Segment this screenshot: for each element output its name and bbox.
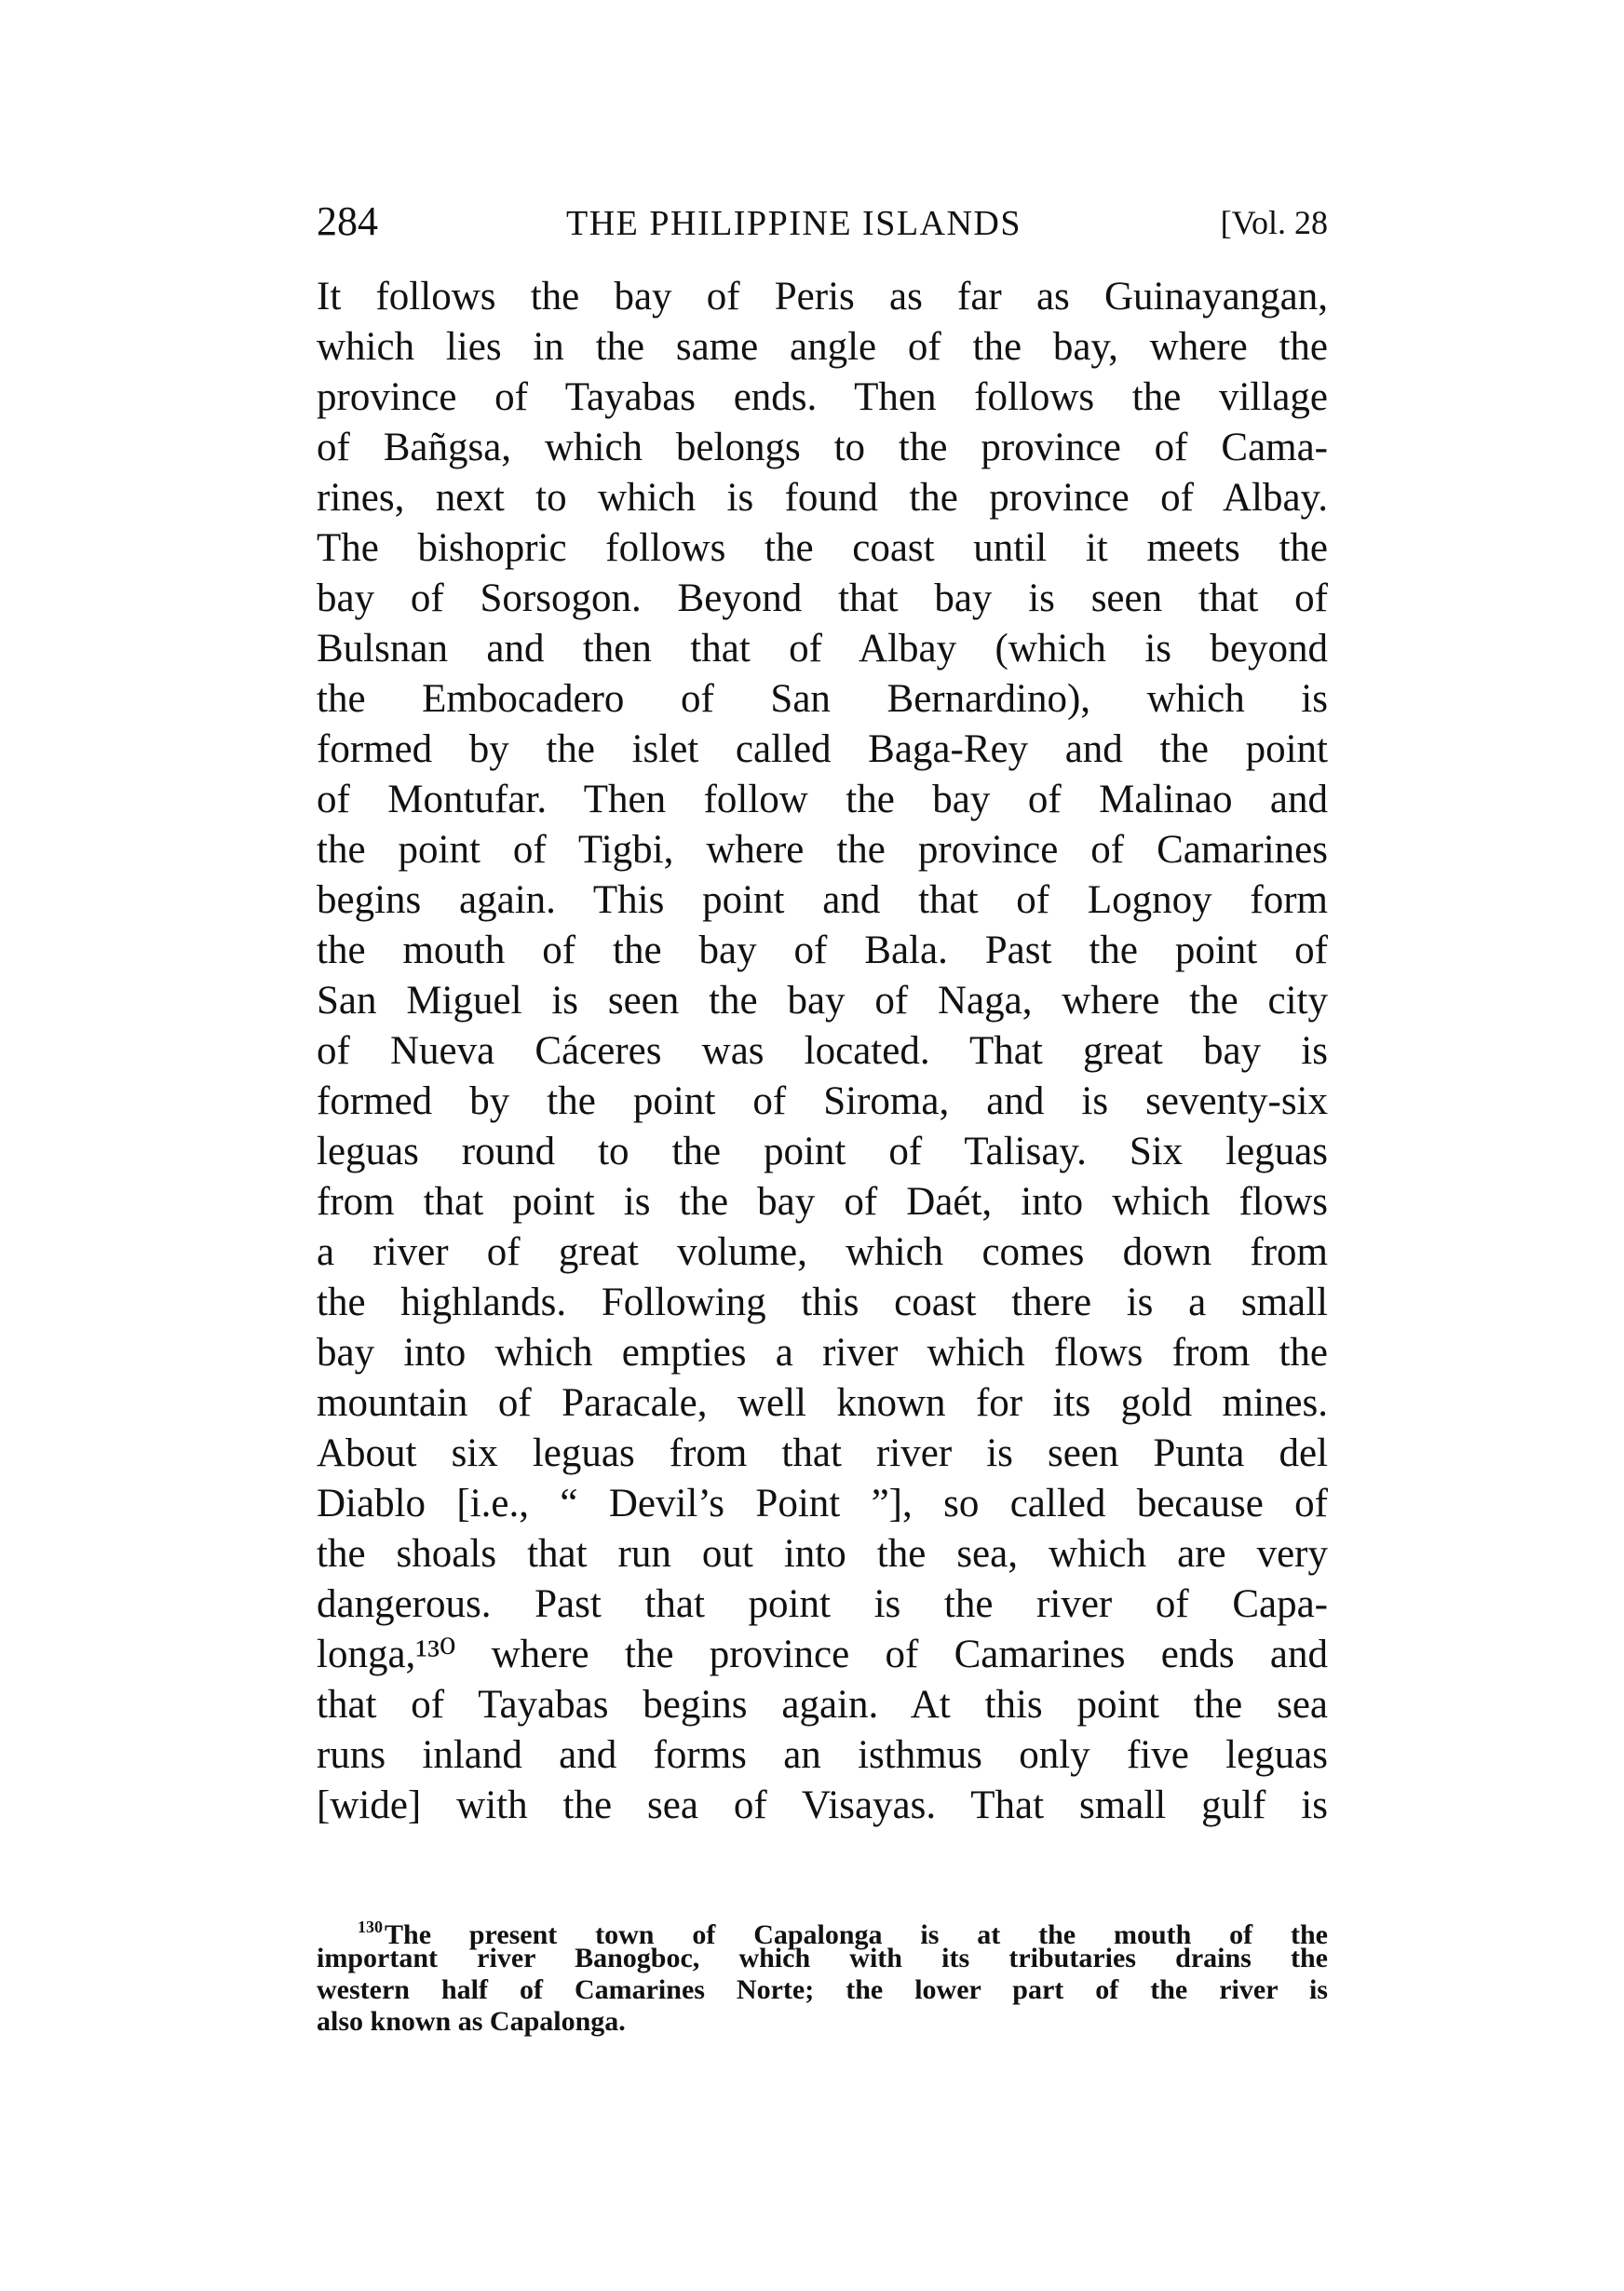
text-line: bay of Sorsogon. Beyond that bay is seen that of <box>317 576 1328 620</box>
footnote-line <box>317 1911 1328 1950</box>
text-line: which lies in the same angle of the bay, where the <box>317 325 1328 369</box>
page-number: 284 <box>317 198 378 244</box>
text-line: Diablo [i.e., “ Devil’s Point ”], so called because of <box>317 1482 1328 1525</box>
text-line: It follows the bay of Peris as far as Guinayangan, <box>317 275 1328 319</box>
text-line: of Montufar. Then follow the bay of Malinao and <box>317 778 1328 821</box>
text-line: of Bañgsa, which belongs to the province of Cama- <box>317 426 1328 469</box>
text-line: the Embocadero of San Bernardino), which is <box>317 677 1328 721</box>
text-line: dangerous. Past that point is the river of Capa- <box>317 1582 1328 1626</box>
text-line: The bishopric follows the coast until it meets the <box>317 526 1328 570</box>
page-header <box>317 197 1328 253</box>
text-line: from that point is the bay of Daét, into which flows <box>317 1180 1328 1224</box>
text-line: the highlands. Following this coast there is a small <box>317 1281 1328 1324</box>
text-line: leguas round to the point of Talisay. Six leguas <box>317 1130 1328 1173</box>
text-line: of Nueva Cáceres was located. That great bay is <box>317 1029 1328 1073</box>
footnote <box>317 1911 1328 2038</box>
text-line: the mouth of the bay of Bala. Past the point of <box>317 929 1328 972</box>
text-line: Bulsnan and then that of Albay (which is beyond <box>317 627 1328 671</box>
body-text <box>317 272 1328 1831</box>
footnote-line: important river Banogboc, which with its tributaries drains the <box>317 1943 1328 1973</box>
text-line: San Miguel is seen the bay of Naga, where the city <box>317 979 1328 1023</box>
text-line: rines, next to which is found the province of Albay. <box>317 476 1328 520</box>
footnote-marker: 130 <box>358 1918 383 1936</box>
running-title: THE PHILIPPINE ISLANDS <box>566 204 1022 243</box>
text-line: formed by the point of Siroma, and is seventy-six <box>317 1079 1328 1123</box>
footnote-line: western half of Camarines Norte; the lower part of the river is <box>317 1974 1328 2005</box>
volume-label: [Vol. 28 <box>1220 204 1328 241</box>
text-line: formed by the islet called Baga-Rey and the point <box>317 727 1328 771</box>
text-line: province of Tayabas ends. Then follows the village <box>317 375 1328 419</box>
text-line: runs inland and forms an isthmus only five leguas <box>317 1733 1328 1777</box>
footnote-line: also known as Capalonga. <box>317 2006 626 2037</box>
text-line: [wide] with the sea of Visayas. That small gulf is <box>317 1783 1328 1827</box>
text-line: the shoals that run out into the sea, which are very <box>317 1532 1328 1576</box>
text-line: the point of Tigbi, where the province of Camarines <box>317 828 1328 872</box>
text-line: begins again. This point and that of Lognoy form <box>317 878 1328 922</box>
text-line: bay into which empties a river which flows from the <box>317 1331 1328 1375</box>
text-line: longa,¹³⁰ where the province of Camarines ends and <box>317 1633 1328 1676</box>
text-line: About six leguas from that river is seen Punta del <box>317 1431 1328 1475</box>
text-line: a river of great volume, which comes down from <box>317 1230 1328 1274</box>
text-line: that of Tayabas begins again. At this point the sea <box>317 1683 1328 1727</box>
footnote-text: The present town of Capalonga is at the mouth of the <box>385 1919 1328 1950</box>
text-line: mountain of Paracale, well known for its gold mines. <box>317 1381 1328 1425</box>
